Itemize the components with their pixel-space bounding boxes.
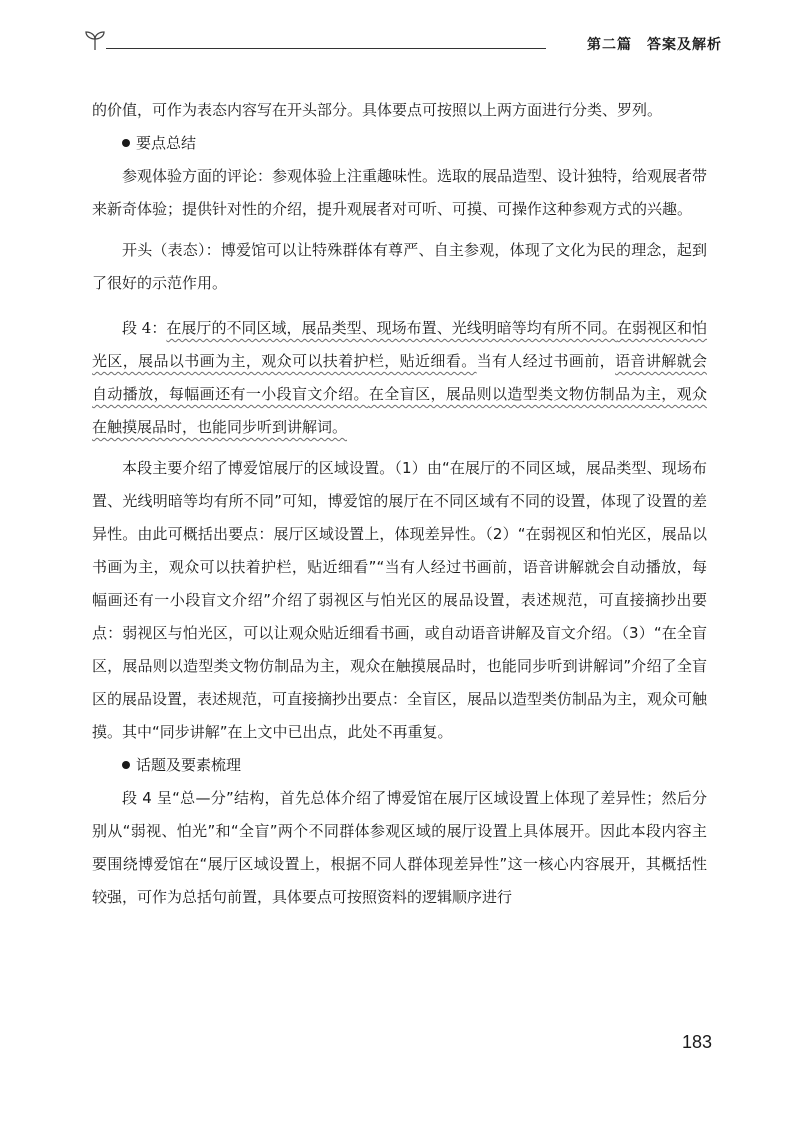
quote-sentence-2: 在弱视区和怕光区，展品以书画为主，观众可以扶着护栏，贴近细看。	[92, 319, 707, 370]
quote-sentence-3b: 语音讲解就会自动播放，每幅画还有一小段盲文介绍。	[92, 352, 707, 403]
page-number: 183	[681, 1032, 712, 1052]
bullet-icon	[122, 139, 130, 147]
page-header	[82, 28, 722, 58]
paragraph-continuation: 的价值，可作为表态内容写在开头部分。具体要点可按照以上两方面进行分类、罗列。	[92, 101, 663, 119]
paragraph-opening-stance: 开头（表态）：博爱馆可以让特殊群体有尊严、自主参观，体现了文化为民的理念，起到了很好的示范作用。	[92, 241, 707, 292]
quoted-source-paragraph	[92, 312, 707, 444]
quote-sentence-1: 在展厅的不同区域，展品类型、现场布置、光线明暗等均有所不同。	[166, 319, 617, 337]
sprout-icon	[82, 28, 108, 52]
heading-label: 话题及要素梳理	[136, 756, 242, 774]
body-text	[92, 94, 707, 914]
quote-sentence-4: 在全盲区，展品则以造型类文物仿制品为主，观众在触摸展品时，也能同步听到讲解词。	[92, 385, 707, 436]
paragraph-structure: 段 4 呈“总—分”结构，首先总体介绍了博爱馆在展厅区域设置上体现了差异性；然后分别从“弱视、怕光”和“全盲”两个不同群体参观区域的展厅设置上具体展开。因此本段内容主要围绕博爱馆在“展厅区域设置上，根据不同人群体现差异性”这一核心内容展开，其概括性较强，可作为总括句前置，具体要点可按照资料的逻辑顺序进行	[92, 789, 707, 906]
section-heading-summary	[92, 127, 707, 160]
section-title: 第二篇 答案及解析	[587, 37, 722, 53]
quote-sentence-3a: 当有人经过书画前，	[476, 352, 616, 370]
paragraph-experience-comment: 参观体验方面的评论：参观体验上注重趣味性。选取的展品造型、设计独特，给观展者带来新奇体验；提供针对性的介绍，提升观展者对可听、可摸、可操作这种参观方式的兴趣。	[92, 167, 708, 218]
heading-label: 要点总结	[136, 134, 197, 152]
quote-prefix: 段 4：	[122, 319, 167, 337]
section-heading-topics	[92, 749, 707, 782]
bullet-icon	[122, 761, 130, 769]
header-rule	[106, 48, 546, 49]
paragraph-analysis: 本段主要介绍了博爱馆展厅的区域设置。（1）由“在展厅的不同区域，展品类型、现场布置、光线明暗等均有所不同”可知，博爱馆的展厅在不同区域有不同的设置，体现了设置的差异性。由此可概括出要点：展厅区域设置上，体现差异性。（2）“在弱视区和怕光区，展品以书画为主，观众可以扶着护栏，贴近细看”“当有人经过书画前，语音讲解就会自动播放，每幅画还有一小段盲文介绍”介绍了弱视区与怕光区的展品设置，表述规范，可直接摘抄出要点：弱视区与怕光区，可以让观众贴近细看书画，或自动语音讲解及盲文介绍。（3）“在全盲区，展品则以造型类文物仿制品为主，观众在触摸展品时，也能同步听到讲解词”介绍了全盲区的展品设置，表述规范，可直接摘抄出要点：全盲区，展品以造型类仿制品为主，观众可触摸。其中“同步讲解”在上文中已出点，此处不再重复。	[92, 459, 708, 741]
